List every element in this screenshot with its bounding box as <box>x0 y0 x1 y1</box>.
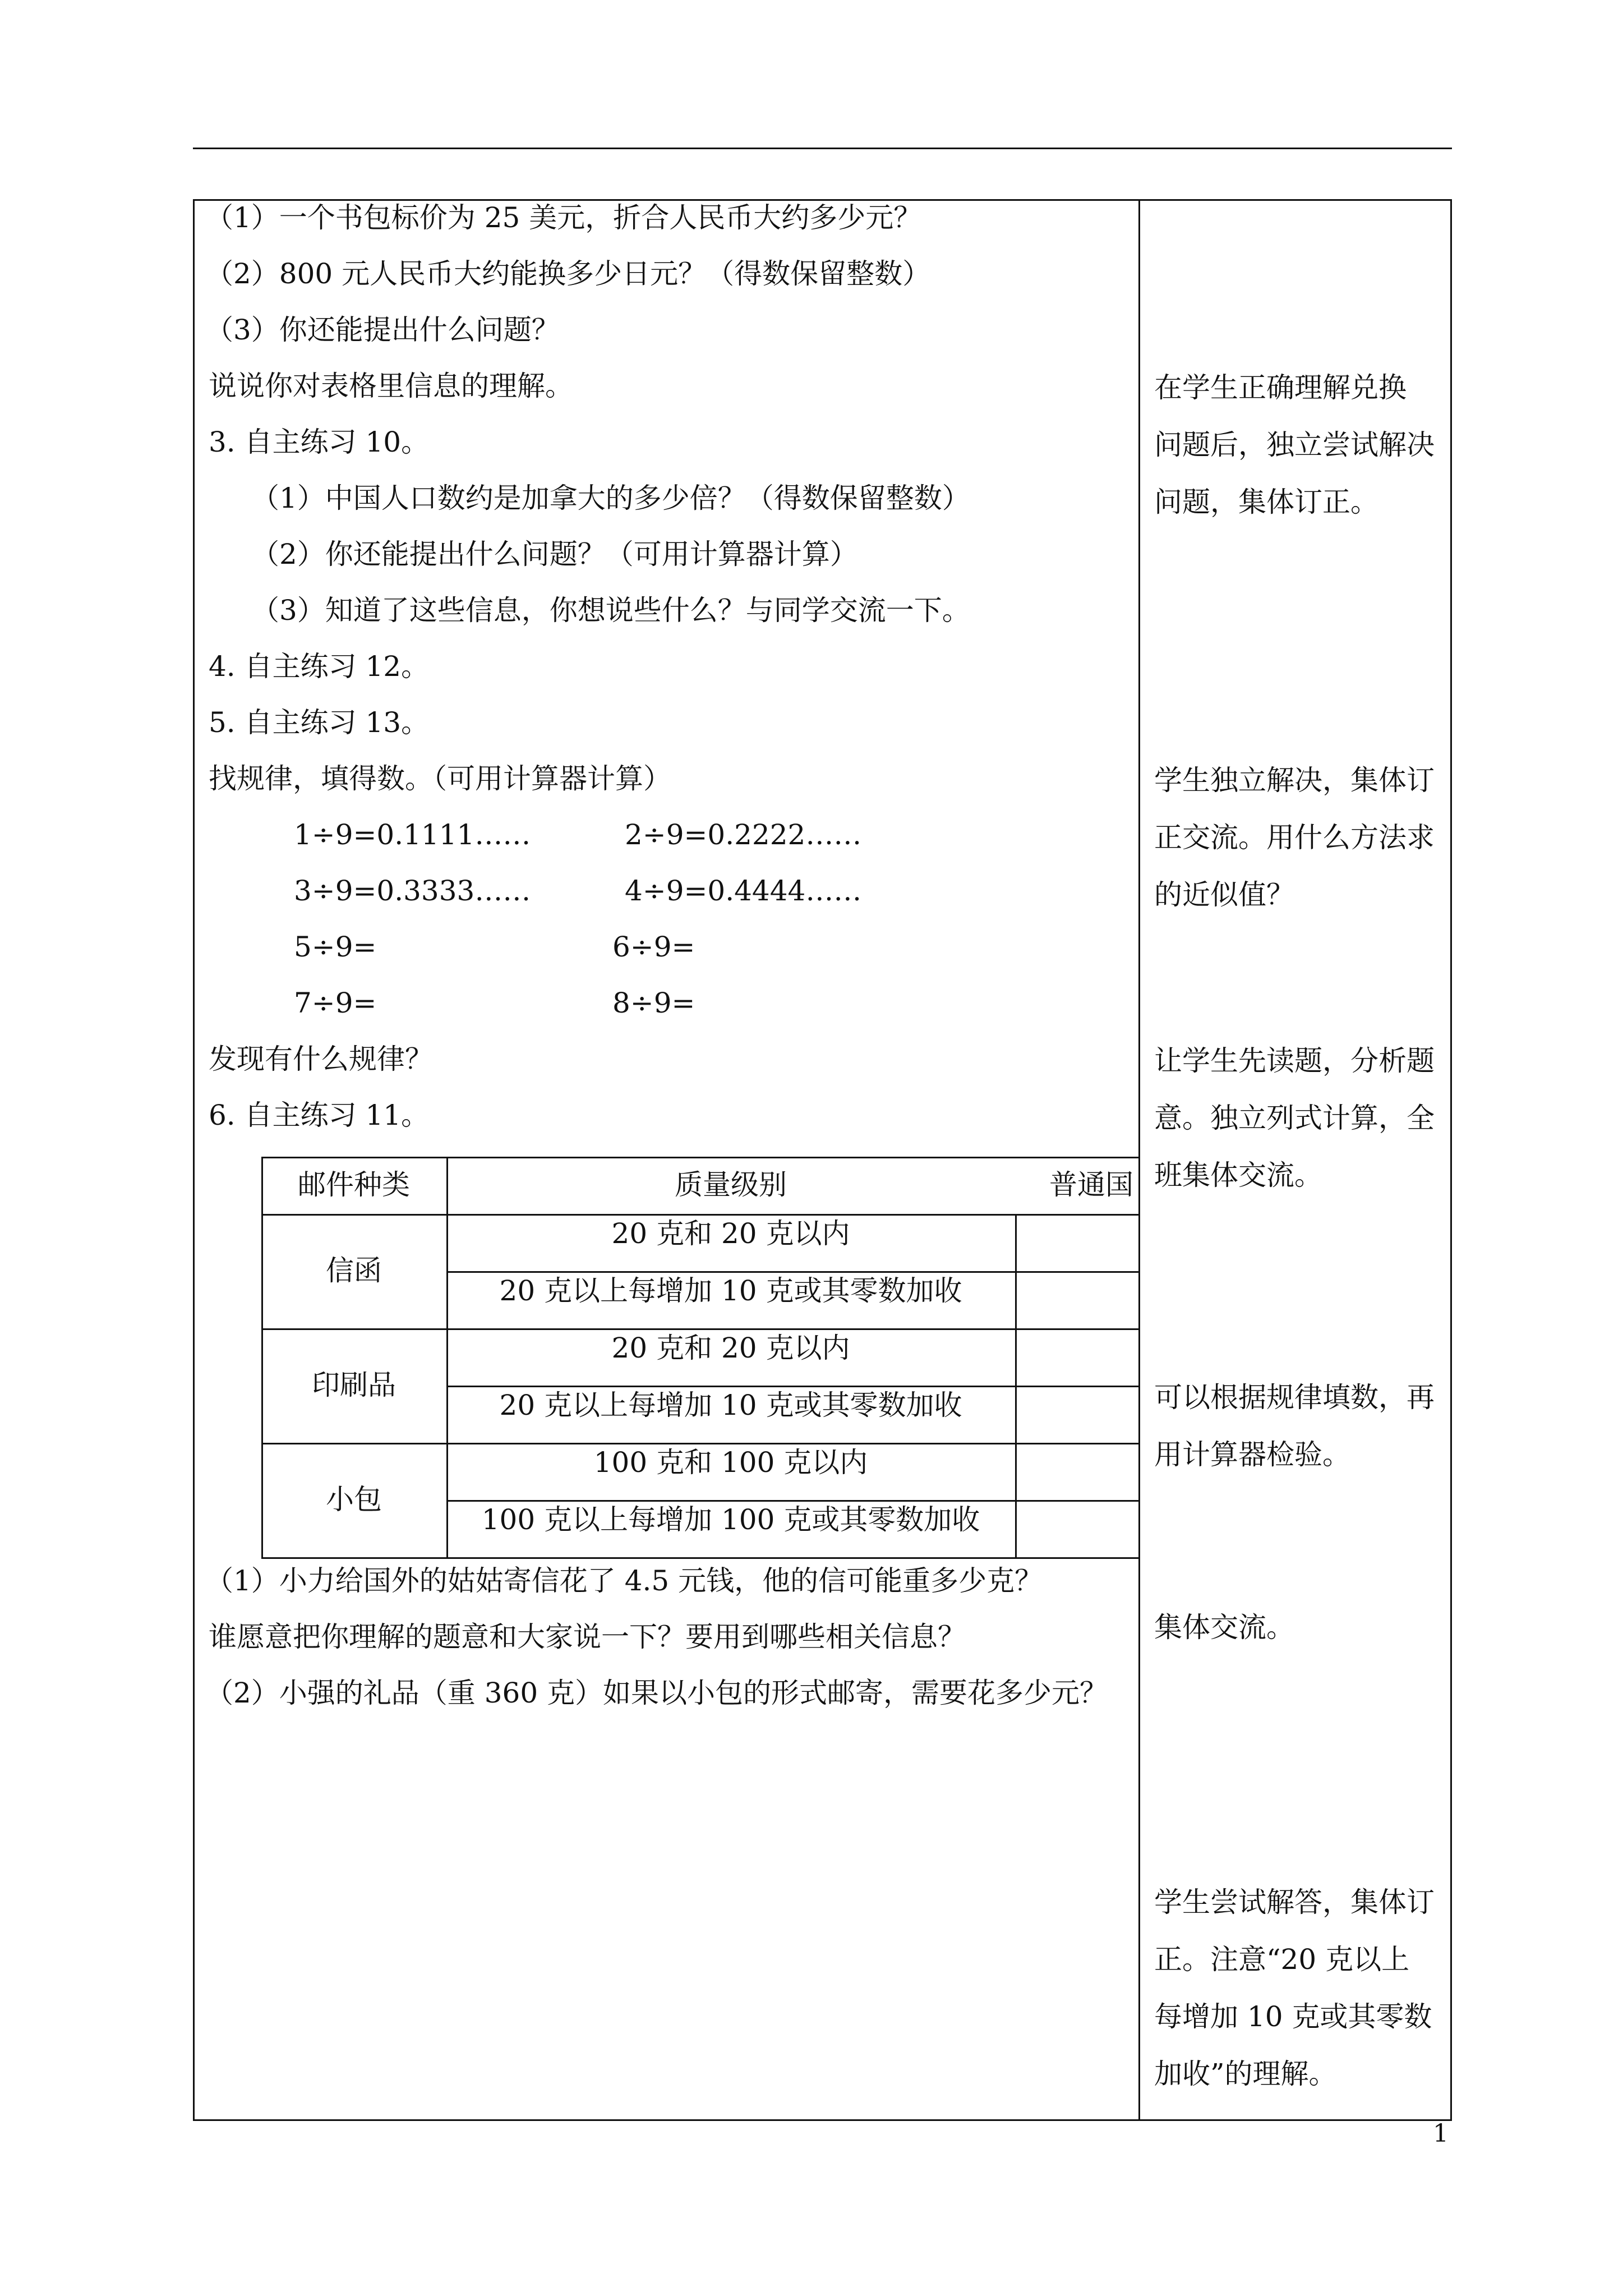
packet-level-1: 100 克和 100 克以内 <box>593 1446 868 1479</box>
pattern-prompt: 找规律，填得数。（可用计算器计算） <box>209 762 671 795</box>
exercise-10-q1: （1）中国人口数约是加拿大的多少倍？（得数保留整数） <box>251 482 970 514</box>
exercise-11-heading: 6. 自主练习 11。 <box>209 1099 430 1131</box>
division-3: 3÷9=0.3333…… <box>294 875 531 907</box>
mail-type-printed-matter: 印刷品 <box>312 1369 396 1401</box>
header-rule <box>193 148 1452 149</box>
side-note-approximation: 学生独立解决，集体订 正交流。用什么方法求 的近似值？ <box>1154 764 1435 911</box>
question-3: （3）你还能提出什么问题？ <box>205 314 560 346</box>
letter-level-2: 20 克以上每增加 10 克或其零数加收 <box>499 1274 962 1307</box>
page-number: 1 <box>1433 2119 1449 2148</box>
side-note-reading: 让学生先读题，分析题 意。独立列式计算，全 班集体交流。 <box>1154 1045 1435 1191</box>
exercise-11-q1: （1）小力给国外的姑姑寄信花了 4.5 元钱，他的信可能重多少克？ <box>205 1565 1043 1597</box>
header-rate: 普通国 <box>1049 1168 1133 1201</box>
exercise-10-q3: （3）知道了这些信息，你想说些什么？与同学交流一下。 <box>251 594 970 627</box>
side-note-discussion: 集体交流。 <box>1154 1611 1294 1644</box>
question-2: （2）800 元人民币大约能换多少日元？（得数保留整数） <box>205 257 931 290</box>
division-1: 1÷9=0.1111…… <box>294 818 531 851</box>
mail-rate-table <box>261 1157 1138 1562</box>
column-divider <box>1138 199 1140 2120</box>
letter-level-1: 20 克和 20 克以内 <box>611 1217 850 1250</box>
division-7: 7÷9= <box>294 987 377 1019</box>
division-5: 5÷9= <box>294 931 377 963</box>
side-note-weight-rule: 学生尝试解答，集体订 正。注意“20 克以上 每增加 10 克或其零数 加收”的理解。 <box>1154 1886 1435 2090</box>
mail-type-small-packet: 小包 <box>326 1483 382 1516</box>
pattern-question: 发现有什么规律？ <box>209 1043 433 1075</box>
exercise-13-heading: 5. 自主练习 13。 <box>209 706 430 739</box>
header-mail-type: 邮件种类 <box>298 1168 410 1201</box>
side-note-pattern: 可以根据规律填数，再 用计算器检验。 <box>1154 1381 1435 1471</box>
division-6: 6÷9= <box>612 931 695 963</box>
printed-level-1: 20 克和 20 克以内 <box>611 1332 850 1364</box>
exercise-12-heading: 4. 自主练习 12。 <box>209 650 430 683</box>
division-8: 8÷9= <box>612 987 695 1019</box>
mail-type-letter: 信函 <box>326 1254 382 1287</box>
packet-level-2: 100 克以上每增加 100 克或其零数加收 <box>481 1503 980 1536</box>
table-info-prompt: 说说你对表格里信息的理解。 <box>209 370 573 402</box>
exercise-11-prompt: 谁愿意把你理解的题意和大家说一下？要用到哪些相关信息？ <box>209 1621 966 1653</box>
printed-level-2: 20 克以上每增加 10 克或其零数加收 <box>499 1389 962 1421</box>
side-note-exchange: 在学生正确理解兑换 问题后，独立尝试解决 问题，集体订正。 <box>1154 371 1435 518</box>
division-2: 2÷9=0.2222…… <box>625 818 862 851</box>
header-weight-level: 质量级别 <box>675 1168 787 1201</box>
exercise-10-heading: 3. 自主练习 10。 <box>209 426 430 458</box>
exercise-10-q2: （2）你还能提出什么问题？（可用计算器计算） <box>251 538 858 570</box>
division-4: 4÷9=0.4444…… <box>625 875 862 907</box>
exercise-11-q2: （2）小强的礼品（重 360 克）如果以小包的形式邮寄，需要花多少元？ <box>205 1677 1108 1709</box>
question-1: （1）一个书包标价为 25 美元，折合人民币大约多少元？ <box>205 201 922 234</box>
